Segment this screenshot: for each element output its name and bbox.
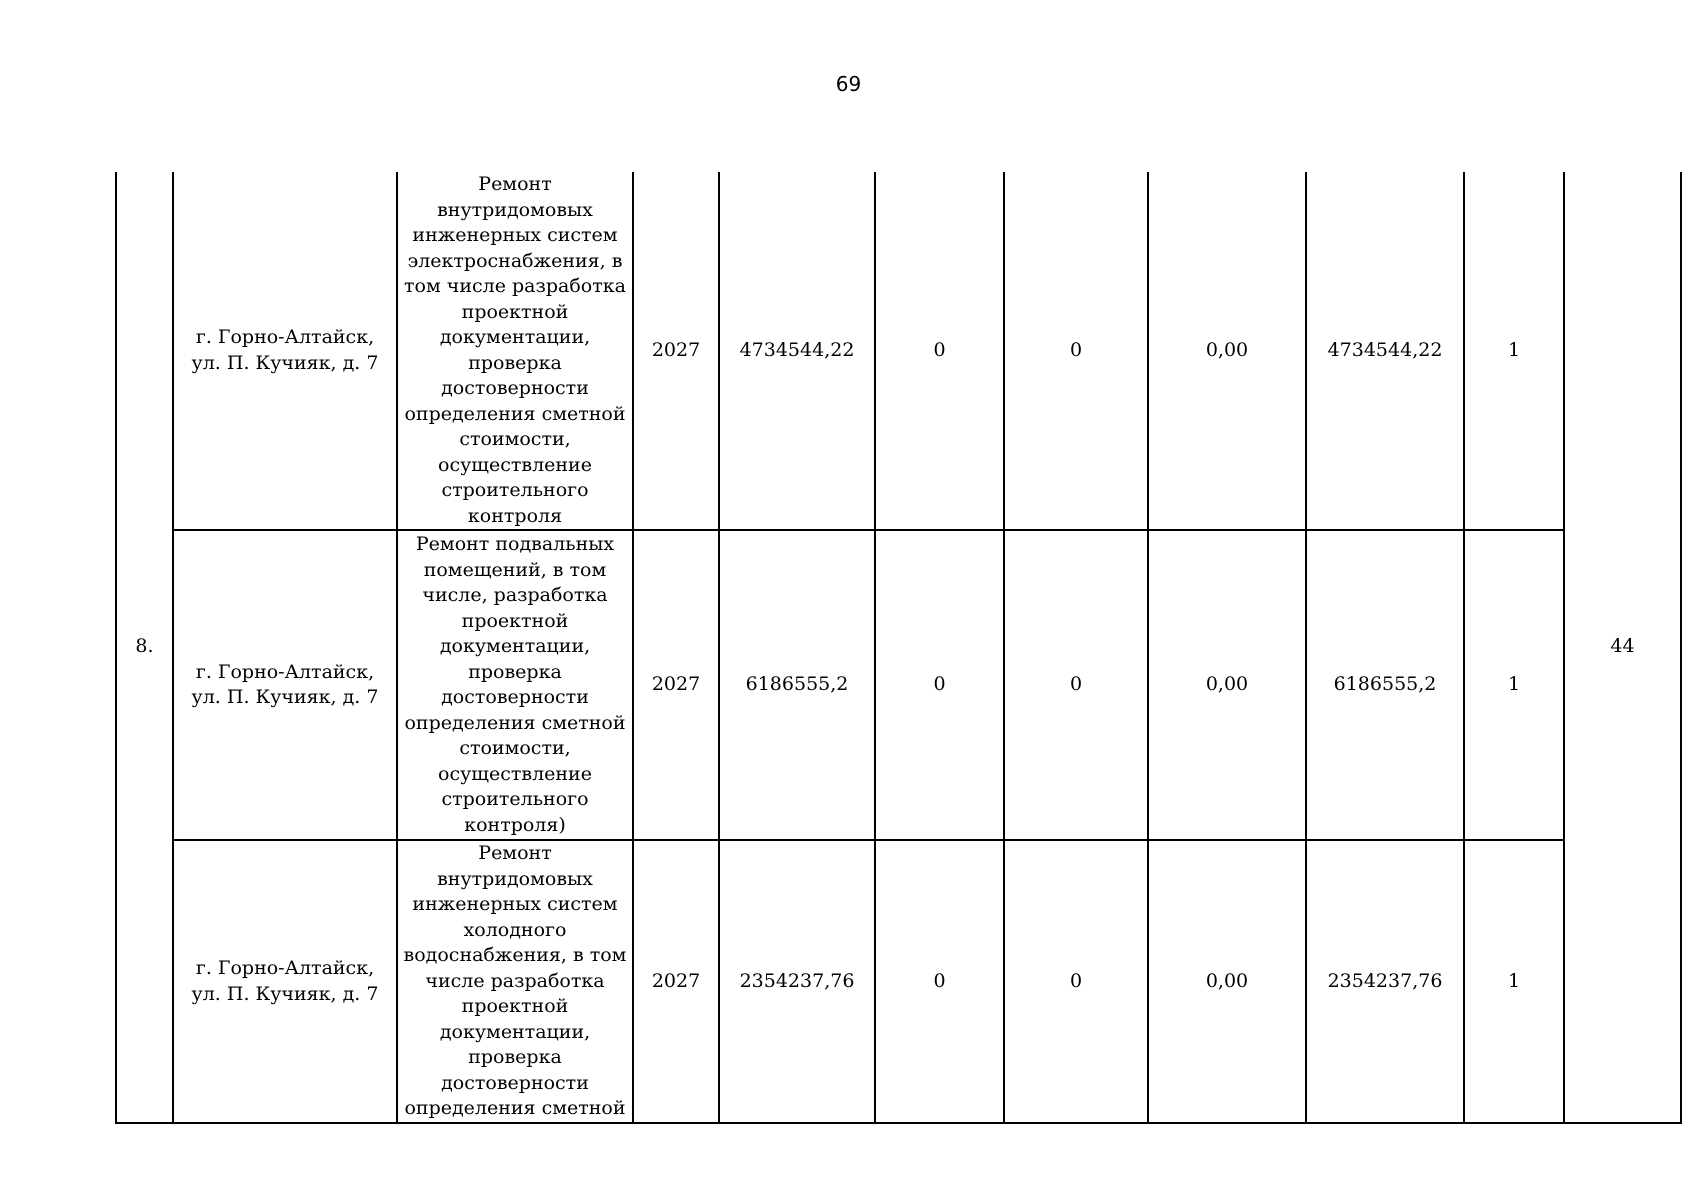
last-value-cell: 44 <box>1564 172 1681 1123</box>
work-line: достоверности <box>441 1071 589 1094</box>
work-line: проверка <box>468 660 562 683</box>
work-line: числе, разработка <box>422 584 608 606</box>
work-line: холодного <box>463 918 567 941</box>
value-cell: 0 <box>875 172 1004 530</box>
work-line: водоснабжения, в том <box>403 944 627 967</box>
work-description-cell <box>397 172 633 530</box>
value-cell: 0 <box>1004 530 1148 840</box>
value-cell: 4734544,22 <box>1306 172 1464 530</box>
total-cost-cell: 6186555,2 <box>719 530 875 840</box>
value-cell: 6186555,2 <box>1306 530 1464 840</box>
work-line: Ремонт <box>478 173 552 195</box>
value-cell: 0,00 <box>1148 840 1306 1123</box>
work-line: контроля) <box>464 813 566 836</box>
work-line: Ремонт подвальных <box>415 533 615 555</box>
work-line: достоверности <box>441 377 589 399</box>
table-row <box>116 840 1681 1123</box>
work-line: инженерных систем <box>412 893 618 916</box>
value-cell: 2354237,76 <box>1306 840 1464 1123</box>
work-line: Ремонт <box>478 842 552 865</box>
work-line: проектной <box>461 995 569 1018</box>
work-line: том числе разработка <box>404 275 626 297</box>
work-line: электроснабжения, в <box>407 249 623 272</box>
row-number-cell: 8. <box>116 172 173 1123</box>
value-cell: 1 <box>1464 840 1564 1123</box>
work-description-cell <box>397 840 633 1123</box>
work-line: проектной <box>461 609 569 632</box>
value-cell: 1 <box>1464 172 1564 530</box>
work-line: определения сметной <box>404 402 626 425</box>
work-line: контроля <box>467 504 563 527</box>
work-line: помещений, в том <box>423 558 607 581</box>
value-cell: 0,00 <box>1148 530 1306 840</box>
address-line: г. Горно-Алтайск, <box>195 957 375 979</box>
work-line: внутридомовых <box>437 198 593 221</box>
value-cell: 0 <box>1004 172 1148 530</box>
year-cell: 2027 <box>633 840 719 1123</box>
total-cost-cell: 4734544,22 <box>719 172 875 530</box>
work-line: документации, <box>439 635 591 657</box>
value-cell: 0 <box>875 840 1004 1123</box>
work-line: стоимости, <box>459 737 571 759</box>
address-line: г. Горно-Алтайск, <box>195 326 375 348</box>
address-line: ул. П. Кучияк, д. 7 <box>191 982 379 1005</box>
work-line: проверка <box>468 1046 562 1069</box>
work-line: инженерных систем <box>412 224 618 246</box>
table-row <box>116 530 1681 840</box>
address-cell <box>173 840 397 1123</box>
work-line: определения сметной <box>404 711 626 734</box>
value-cell: 0,00 <box>1148 172 1306 530</box>
work-line: документации, <box>439 1020 591 1043</box>
address-line: г. Горно-Алтайск, <box>195 660 375 683</box>
work-line: осуществление <box>438 762 592 785</box>
table-row <box>116 172 1681 530</box>
work-line: стоимости, <box>459 428 571 450</box>
value-cell: 0 <box>1004 840 1148 1123</box>
year-cell: 2027 <box>633 172 719 530</box>
work-line: внутридомовых <box>437 867 593 890</box>
work-description-cell <box>397 530 633 840</box>
work-line: проверка <box>468 351 562 374</box>
work-line: числе разработка <box>425 969 605 992</box>
work-line: определения сметной <box>404 1097 626 1120</box>
address-line: ул. П. Кучияк, д. 7 <box>191 351 379 374</box>
work-line: документации, <box>439 326 591 348</box>
address-cell <box>173 172 397 530</box>
address-cell <box>173 530 397 840</box>
capital-repair-table <box>115 172 1682 1124</box>
value-cell: 0 <box>875 530 1004 840</box>
total-cost-cell: 2354237,76 <box>719 840 875 1123</box>
address-line: ул. П. Кучияк, д. 7 <box>191 686 379 708</box>
work-line: достоверности <box>441 686 589 708</box>
work-line: осуществление <box>438 453 592 476</box>
page-number: 69 <box>835 72 862 96</box>
work-line: строительного <box>441 788 589 810</box>
year-cell: 2027 <box>633 530 719 840</box>
work-line: проектной <box>461 300 569 323</box>
value-cell: 1 <box>1464 530 1564 840</box>
work-line: строительного <box>441 479 589 501</box>
